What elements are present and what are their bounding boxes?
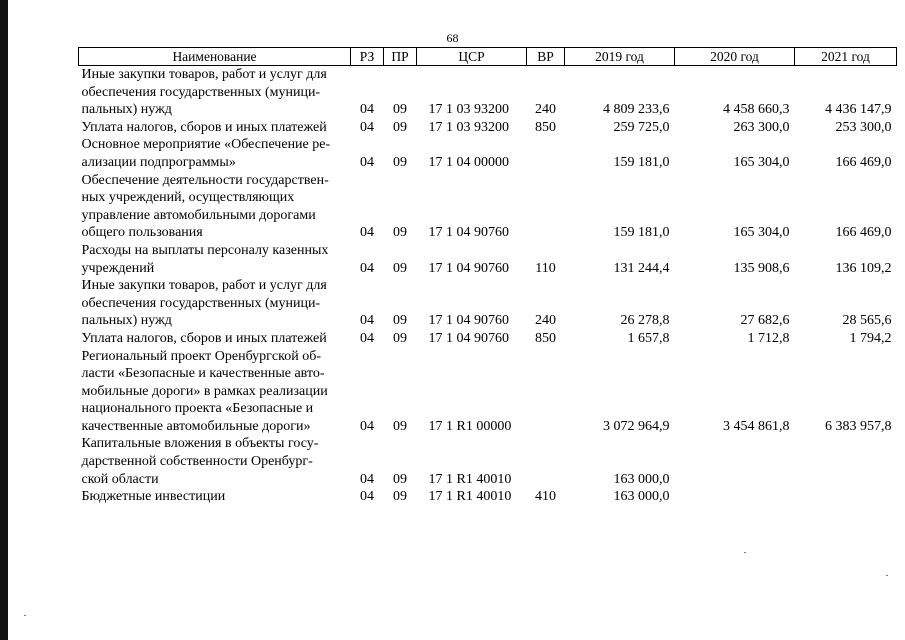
cell-csr: 17 1 03 93200 xyxy=(428,102,509,118)
cell-pr: 09 xyxy=(393,260,407,276)
cell-2019: 26 278,8 xyxy=(620,313,670,329)
cell-rz: 04 xyxy=(360,102,374,118)
scan-speck xyxy=(744,552,746,553)
header-csr: ЦСР xyxy=(417,48,527,66)
cell-pr: 09 xyxy=(393,119,407,135)
cell-rz: 04 xyxy=(360,225,374,241)
cell-name-line: Основное мероприятие «Обеспечение ре- xyxy=(81,137,331,153)
cell-name xyxy=(79,348,351,436)
cell-csr: 17 1 04 90760 xyxy=(428,330,509,346)
cell-2021 xyxy=(795,488,897,506)
cell-name xyxy=(79,119,351,137)
cell-vr: 850 xyxy=(535,119,556,135)
cell-name-line: Иные закупки товаров, работ и услуг для xyxy=(81,67,327,82)
cell-pr: 09 xyxy=(393,313,407,329)
header-pr: ПР xyxy=(384,48,417,66)
header-name: Наименование xyxy=(79,48,351,66)
header-2019: 2019 год xyxy=(565,48,675,66)
cell-2019: 4 809 233,6 xyxy=(603,102,670,118)
header-rz: РЗ xyxy=(351,48,384,66)
cell-2019: 163 000,0 xyxy=(613,471,670,487)
cell-name xyxy=(79,136,351,171)
cell-2021 xyxy=(795,435,897,488)
binding-edge xyxy=(0,0,8,640)
cell-csr: 17 1 04 00000 xyxy=(428,154,509,170)
scan-speck xyxy=(886,575,888,576)
cell-name-line: обеспечения государственных (муници- xyxy=(81,295,321,311)
cell-pr: 09 xyxy=(393,154,407,170)
cell-vr xyxy=(527,435,565,488)
cell-csr: 17 1 R1 40010 xyxy=(428,471,512,487)
cell-name-line: пальных) нужд xyxy=(81,102,172,118)
cell-csr: 17 1 03 93200 xyxy=(428,119,509,135)
cell-name-line: национального проекта «Безопасные и xyxy=(81,401,314,417)
cell-name xyxy=(79,66,351,119)
table-row xyxy=(79,488,897,506)
cell-2019: 3 072 964,9 xyxy=(603,418,670,434)
table-row xyxy=(79,435,897,488)
cell-name xyxy=(79,435,351,488)
cell-name-line: ской области xyxy=(81,471,159,487)
cell-pr: 09 xyxy=(393,471,407,487)
cell-2020: 165 304,0 xyxy=(733,225,790,241)
cell-rz: 04 xyxy=(360,489,374,505)
cell-name-line: ласти «Безопасные и качественные авто- xyxy=(81,366,325,382)
cell-2019: 163 000,0 xyxy=(613,489,670,505)
cell-vr: 110 xyxy=(535,260,556,276)
cell-2020: 27 682,6 xyxy=(740,313,790,329)
cell-name-line: Иные закупки товаров, работ и услуг для xyxy=(81,278,327,294)
cell-2020: 135 908,6 xyxy=(733,260,790,276)
cell-csr: 17 1 04 90760 xyxy=(428,313,509,329)
cell-2021: 1 794,2 xyxy=(849,330,892,346)
cell-name-line: Бюджетные инвестиции xyxy=(81,489,226,505)
cell-name-line: пальных) нужд xyxy=(81,313,172,329)
table-row xyxy=(79,66,897,119)
cell-name-line: учреждений xyxy=(81,260,155,276)
cell-name xyxy=(79,488,351,506)
cell-csr: 17 1 R1 00000 xyxy=(428,418,512,434)
cell-csr: 17 1 R1 40010 xyxy=(428,489,512,505)
cell-2020 xyxy=(675,488,795,506)
table-row xyxy=(79,172,897,242)
cell-name-line: общего пользования xyxy=(81,225,203,241)
cell-2021: 253 300,0 xyxy=(835,119,892,135)
cell-name xyxy=(79,172,351,242)
cell-2020: 4 458 660,3 xyxy=(723,102,790,118)
cell-2019: 1 657,8 xyxy=(627,330,670,346)
cell-name-line: качественные автомобильные дороги» xyxy=(81,418,311,434)
cell-2021: 4 436 147,9 xyxy=(825,102,892,118)
cell-name-line: Капитальные вложения в объекты госу- xyxy=(81,436,319,452)
cell-vr: 240 xyxy=(535,313,556,329)
header-vr: ВР xyxy=(527,48,565,66)
table-row xyxy=(79,348,897,436)
cell-pr: 09 xyxy=(393,102,407,118)
cell-2021: 28 565,6 xyxy=(842,313,892,329)
cell-vr: 410 xyxy=(535,489,556,505)
cell-pr: 09 xyxy=(393,225,407,241)
cell-rz: 04 xyxy=(360,260,374,276)
cell-pr: 09 xyxy=(393,489,407,505)
table-row xyxy=(79,119,897,137)
cell-rz: 04 xyxy=(360,313,374,329)
cell-name-line: обеспечения государственных (муници- xyxy=(81,84,321,100)
cell-name-line: ализации подпрограммы» xyxy=(81,154,236,170)
cell-pr: 09 xyxy=(393,418,407,434)
cell-rz: 04 xyxy=(360,471,374,487)
cell-rz: 04 xyxy=(360,154,374,170)
cell-vr xyxy=(527,136,565,171)
table-header-row xyxy=(79,48,897,66)
header-2021: 2021 год xyxy=(795,48,897,66)
cell-vr xyxy=(527,348,565,436)
cell-2021: 166 469,0 xyxy=(835,154,892,170)
table-row xyxy=(79,136,897,171)
cell-pr: 09 xyxy=(393,330,407,346)
cell-2019: 159 181,0 xyxy=(613,225,670,241)
cell-name-line: Расходы на выплаты персоналу казенных xyxy=(81,242,329,258)
cell-name-line: Уплата налогов, сборов и иных платежей xyxy=(81,330,327,346)
cell-rz: 04 xyxy=(360,119,374,135)
cell-2020: 263 300,0 xyxy=(733,119,790,135)
page-number: 68 xyxy=(446,31,459,45)
cell-2020: 165 304,0 xyxy=(733,154,790,170)
scan-speck xyxy=(24,615,26,616)
table-row xyxy=(79,330,897,348)
budget-table xyxy=(78,47,897,506)
cell-2020 xyxy=(675,435,795,488)
cell-2021: 166 469,0 xyxy=(835,225,892,241)
cell-2021: 6 383 957,8 xyxy=(825,418,892,434)
cell-2021: 136 109,2 xyxy=(835,260,892,276)
table-row xyxy=(79,277,897,330)
cell-2019: 259 725,0 xyxy=(613,119,670,135)
cell-2019: 159 181,0 xyxy=(613,154,670,170)
cell-rz: 04 xyxy=(360,418,374,434)
cell-csr: 17 1 04 90760 xyxy=(428,260,509,276)
table-row xyxy=(79,242,897,277)
cell-name xyxy=(79,242,351,277)
cell-vr xyxy=(527,172,565,242)
cell-name-line: Региональный проект Оренбургской об- xyxy=(81,348,321,364)
cell-vr: 850 xyxy=(535,330,556,346)
cell-2020: 1 712,8 xyxy=(747,330,790,346)
header-2020: 2020 год xyxy=(675,48,795,66)
cell-2019: 131 244,4 xyxy=(613,260,670,276)
cell-2020: 3 454 861,8 xyxy=(723,418,790,434)
cell-name xyxy=(79,330,351,348)
cell-name-line: Уплата налогов, сборов и иных платежей xyxy=(81,119,327,135)
cell-name-line: ных учреждений, осуществляющих xyxy=(81,190,295,206)
cell-name-line: управление автомобильными дорогами xyxy=(81,207,316,223)
cell-name-line: дарственной собственности Оренбург- xyxy=(81,454,313,470)
table-body xyxy=(79,66,897,506)
cell-csr: 17 1 04 90760 xyxy=(428,225,509,241)
cell-rz: 04 xyxy=(360,330,374,346)
cell-name xyxy=(79,277,351,330)
cell-vr: 240 xyxy=(535,102,556,118)
cell-name-line: Обеспечение деятельности государствен- xyxy=(81,172,329,188)
cell-name-line: мобильные дороги» в рамках реализации xyxy=(81,383,328,399)
